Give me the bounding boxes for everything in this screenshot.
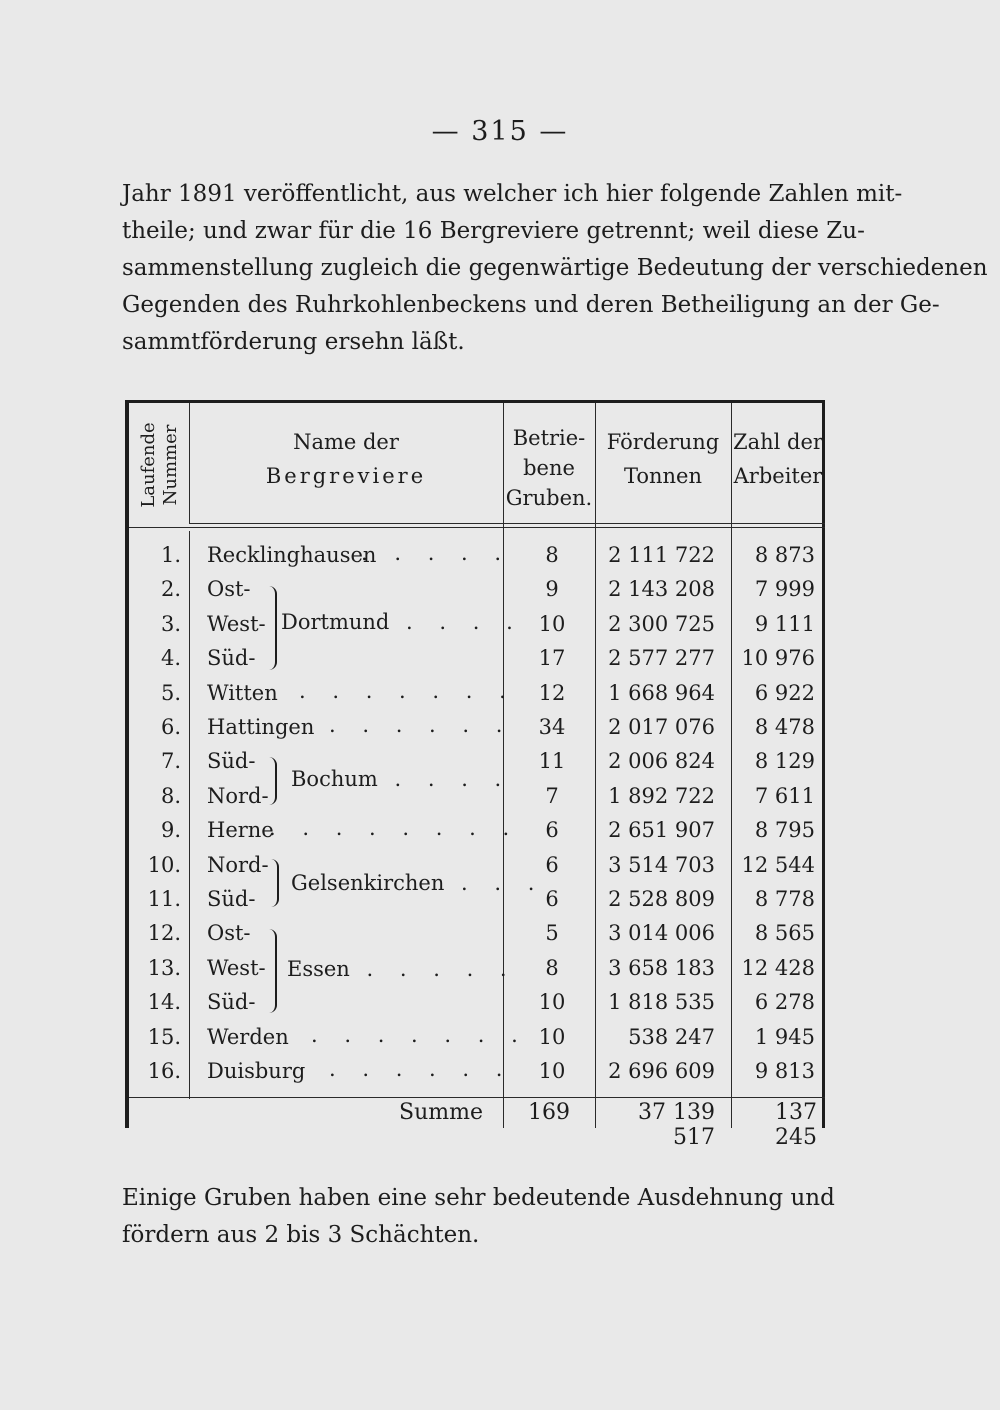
group-bochum: Bochum . . . . <box>291 767 512 791</box>
row-name: Ost- <box>207 921 251 946</box>
row-number: 8. <box>160 783 181 808</box>
outro-line: Einige Gruben haben eine sehr bedeutende Ausdehnung und <box>122 1185 835 1211</box>
row-name: Süd- <box>207 990 256 1015</box>
leader-dots: . . . . . . . . <box>269 816 520 841</box>
row-foerderung: 3 514 703 <box>608 852 715 877</box>
group-gelsenkirchen: Gelsenkirchen . . . <box>291 871 545 895</box>
row-arbeiter: 8 478 <box>754 715 815 739</box>
row-foerderung: 2 006 824 <box>608 749 715 774</box>
row-gruben: 12 <box>538 680 566 705</box>
leader-dots: . . . . . . <box>329 713 513 737</box>
row-name: Ost- <box>207 577 251 602</box>
header-rule <box>189 523 825 524</box>
row-foerderung: 2 696 609 <box>608 1059 715 1083</box>
header-foerderung: Förderung Tonnen <box>606 430 720 488</box>
row-name: Süd- <box>207 887 256 911</box>
intro-line: sammtförderung ersehn läßt. <box>122 329 465 355</box>
row-number: 14. <box>147 990 181 1015</box>
row-arbeiter: 8 795 <box>754 818 815 843</box>
row-name: Herne <box>207 818 274 843</box>
row-number: 3. <box>160 611 181 636</box>
row-gruben: 11 <box>538 749 566 774</box>
header-name: Name der Bergreviere <box>265 430 427 488</box>
row-arbeiter: 6 922 <box>754 680 815 705</box>
row-arbeiter: 10 976 <box>741 646 815 671</box>
row-name: Recklinghausen <box>207 543 377 567</box>
row-gruben: 34 <box>538 715 566 739</box>
table-row <box>129 677 829 711</box>
header-rule <box>129 527 825 528</box>
brace <box>265 929 277 1013</box>
row-gruben: 8 <box>545 543 559 567</box>
row-foerderung: 3 014 006 <box>608 921 715 946</box>
row-name: West- <box>207 955 266 980</box>
row-gruben: 10 <box>538 1024 566 1049</box>
row-foerderung: 1 892 722 <box>608 783 715 808</box>
row-gruben: 6 <box>545 852 559 877</box>
intro-line: sammenstellung zugleich die gegenwärtige Bedeutung der verschiedenen <box>122 255 988 281</box>
row-arbeiter: 9 813 <box>754 1059 815 1083</box>
brace <box>265 757 277 805</box>
row-foerderung: 2 111 722 <box>608 543 715 567</box>
row-gruben: 10 <box>538 1059 566 1083</box>
summe-arbeiter: 137 245 <box>775 1100 817 1150</box>
row-name: Werden <box>207 1024 289 1049</box>
row-name: Nord- <box>207 783 269 808</box>
row-number: 13. <box>147 955 181 980</box>
row-gruben: 17 <box>538 646 566 671</box>
table-row <box>129 573 829 607</box>
row-arbeiter: 7 999 <box>754 577 815 602</box>
row-number: 2. <box>160 577 181 602</box>
outro-line: fördern aus 2 bis 3 Schächten. <box>122 1222 480 1248</box>
row-arbeiter: 8 778 <box>754 887 815 911</box>
header-laufende-nummer: Laufende Nummer <box>138 422 181 508</box>
row-foerderung: 3 658 183 <box>608 955 715 980</box>
table-row <box>129 1021 829 1055</box>
row-foerderung: 1 818 535 <box>608 990 715 1015</box>
row-number: 11. <box>147 887 181 911</box>
row-number: 9. <box>160 818 181 843</box>
brace <box>267 859 279 907</box>
outro-paragraph <box>122 1180 835 1254</box>
leader-dots: . . . . . . . <box>311 1022 528 1047</box>
leader-dots: . . . . . . . <box>299 678 516 703</box>
brace <box>265 586 277 670</box>
header-gruben: Betrie- bene Gruben. <box>505 426 593 510</box>
row-number: 15. <box>147 1024 181 1049</box>
row-gruben: 10 <box>538 990 566 1015</box>
leader-dots: . . . . . <box>361 541 512 565</box>
row-foerderung: 2 143 208 <box>608 577 715 602</box>
table-row <box>129 917 829 951</box>
bergreviere-table <box>125 400 825 1150</box>
summe-gruben: 169 <box>528 1100 570 1125</box>
row-arbeiter: 6 278 <box>754 990 815 1015</box>
row-gruben: 8 <box>545 955 559 980</box>
row-foerderung: 1 668 964 <box>608 680 715 705</box>
row-gruben: 9 <box>545 577 559 602</box>
row-arbeiter: 7 611 <box>754 783 815 808</box>
row-number: 10. <box>147 852 181 877</box>
table-row <box>129 1055 829 1089</box>
row-number: 5. <box>160 680 181 705</box>
row-arbeiter: 9 111 <box>754 611 815 636</box>
intro-line: theile; und zwar für die 16 Bergreviere getrennt; weil diese Zu- <box>122 218 865 244</box>
row-arbeiter: 12 544 <box>741 852 815 877</box>
row-foerderung: 2 651 907 <box>608 818 715 843</box>
table-row <box>129 539 829 573</box>
row-name: Süd- <box>207 646 256 671</box>
row-foerderung: 538 247 <box>628 1024 715 1049</box>
row-foerderung: 2 528 809 <box>608 887 715 911</box>
row-number: 4. <box>160 646 181 671</box>
intro-line: Gegenden des Ruhrkohlenbeckens und deren Betheiligung an der Ge- <box>122 292 940 318</box>
table-row <box>129 814 829 848</box>
row-arbeiter: 8 129 <box>754 749 815 774</box>
row-arbeiter: 8 565 <box>754 921 815 946</box>
intro-paragraph <box>122 176 988 361</box>
row-name: Süd- <box>207 749 256 774</box>
table-row <box>129 986 829 1020</box>
row-number: 6. <box>160 715 181 739</box>
row-number: 7. <box>160 749 181 774</box>
group-dortmund: Dortmund . . . . <box>281 610 523 634</box>
table-row <box>129 711 829 745</box>
page-number: — 315 — <box>431 116 569 147</box>
row-number: 12. <box>147 921 181 946</box>
intro-line: Jahr 1891 veröffentlicht, aus welcher ich hier folgende Zahlen mit- <box>122 181 903 207</box>
row-gruben: 10 <box>538 611 566 636</box>
row-arbeiter: 8 873 <box>754 543 815 567</box>
table-row <box>129 642 829 676</box>
header-arbeiter: Zahl der Arbeiter <box>733 430 823 488</box>
row-name: Nord- <box>207 852 269 877</box>
leader-dots: . . . . . . <box>329 1057 513 1081</box>
row-gruben: 6 <box>545 818 559 843</box>
row-name: Duisburg <box>207 1059 306 1083</box>
row-foerderung: 2 017 076 <box>608 715 715 739</box>
row-name: Witten <box>207 680 278 705</box>
group-essen: Essen . . . . . <box>287 957 517 981</box>
row-arbeiter: 1 945 <box>754 1024 815 1049</box>
row-arbeiter: 12 428 <box>741 955 815 980</box>
summe-label: Summe <box>399 1100 483 1125</box>
summe-rule <box>129 1097 825 1098</box>
row-name: Hattingen <box>207 715 315 739</box>
row-gruben: 5 <box>545 921 559 946</box>
row-gruben: 7 <box>545 783 559 808</box>
row-name: West- <box>207 611 266 636</box>
row-foerderung: 2 577 277 <box>608 646 715 671</box>
row-number: 1. <box>160 543 181 567</box>
row-foerderung: 2 300 725 <box>608 611 715 636</box>
row-number: 16. <box>147 1059 181 1083</box>
row-gruben: 6 <box>545 887 559 911</box>
summe-foerderung: 37 139 517 <box>638 1100 715 1150</box>
